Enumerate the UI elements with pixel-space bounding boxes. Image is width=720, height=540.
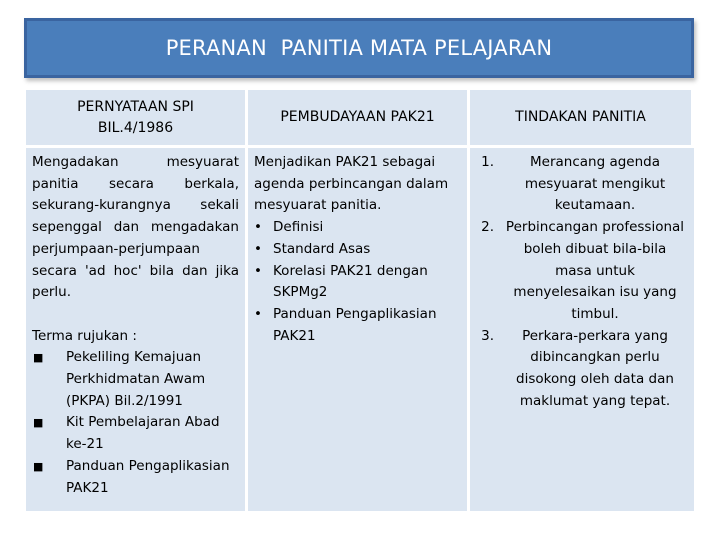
list-item: 2. Perbincangan professional boleh dibuat bila-bila masa untuk menyelesaikan isu yang timbul. — [472, 217, 686, 326]
slide-title: PERANAN PANITIA MATA PELAJARAN — [165, 36, 553, 60]
roles-table — [26, 90, 694, 511]
list-item: • Panduan Pengaplikasian PAK21 — [254, 304, 461, 347]
pak21-bullets — [254, 217, 461, 347]
header-spi: PERNYATAAN SPI BIL.4/1986 — [26, 90, 248, 148]
cell-tindakan — [470, 148, 694, 511]
square-bullet-icon: ■ — [33, 351, 44, 365]
pak21-intro: Menjadikan PAK21 sebagai agenda perbincangan dalam mesyuarat panitia. — [254, 154, 449, 214]
cell-pak21 — [248, 148, 470, 511]
list-number: 2. — [481, 219, 494, 236]
list-number: 1. — [481, 154, 494, 170]
title-banner — [24, 18, 694, 78]
list-item: ■ Kit Pembelajaran Abad ke-21 — [32, 412, 239, 455]
square-bullet-icon: ■ — [33, 416, 44, 430]
list-item: 1. Merancang agenda mesyuarat mengikut keutamaan. — [472, 152, 686, 217]
list-item: • Korelasi PAK21 dengan SKPMg2 — [254, 261, 461, 304]
header-pak21: PEMBUDAYAAN PAK21 — [248, 90, 470, 148]
list-item: ■ Panduan Pengaplikasian PAK21 — [32, 456, 239, 499]
bullet-icon: • — [254, 240, 262, 257]
bullet-icon: • — [254, 219, 262, 236]
cell-spi — [26, 148, 248, 511]
bullet-icon: • — [254, 262, 262, 279]
list-item: 3. Perkara-perkara yang dibincangkan perlu disokong oleh data dan maklumat yang tepat. — [472, 326, 686, 413]
terms-list — [32, 347, 239, 499]
list-number: 3. — [481, 327, 494, 344]
list-item: • Definisi — [254, 217, 461, 239]
tindakan-list — [472, 152, 686, 412]
terms-label: Terma rujukan : — [32, 327, 137, 344]
header-tindakan: TINDAKAN PANITIA — [470, 90, 694, 148]
square-bullet-icon: ■ — [33, 459, 44, 473]
bullet-icon: • — [254, 305, 262, 322]
list-item: • Standard Asas — [254, 239, 461, 261]
spi-paragraph: Mengadakan mesyuarat panitia secara berkala, sekurang-kurangnya sekali sepenggal dan mengadakan perjumpaan-perjumpaan secara 'ad hoc' bila dan jika perlu. — [32, 154, 239, 301]
list-item: ■ Pekeliling Kemajuan Perkhidmatan Awam (PKPA) Bil.2/1991 — [32, 347, 239, 412]
